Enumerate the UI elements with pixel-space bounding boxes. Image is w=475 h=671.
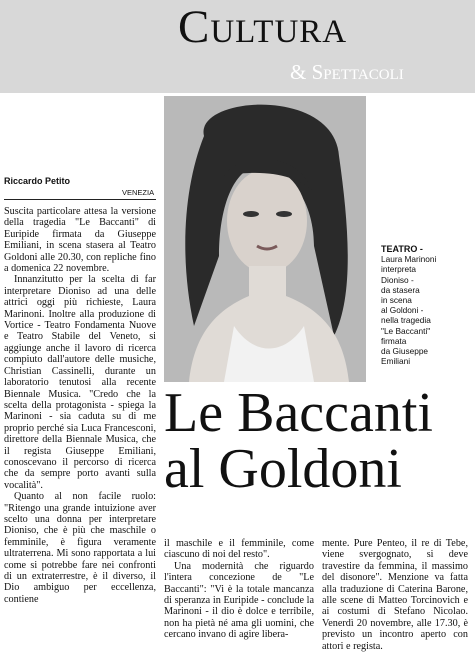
article-column-1 — [4, 206, 156, 605]
caption-line: firmata — [381, 335, 407, 346]
headline — [164, 382, 433, 500]
article-column-3 — [322, 538, 468, 652]
caption-line: da Giuseppe — [381, 346, 429, 357]
headline-line-1: Le Baccanti — [164, 382, 433, 444]
portrait-illustration — [164, 96, 366, 382]
paragraph-lead: Suscita particolare attesa la versione della tragedia "Le Baccanti" di Euripide firmata da Giuseppe Emiliani, in scena stasera al Teatro Goldoni alle 20.30, con repliche fino a domenica 22 novembre. — [4, 206, 156, 275]
byline-place: VENEZIA — [122, 188, 155, 197]
caption-line: al Goldoni - — [381, 305, 424, 316]
paragraph: mente. Pure Penteo, il re di Tebe, viene svergognato, si deve travestire da femmina, il massimo del disonore". Menzione va fatta alla traduzione di Caterina Barone, alle scene di Matteo Torcinovich e ai costumi di Stefano Nicolao. Venerdì 20 novembre, alle 17.30, è previsto un incontro aperto con attori e regista. — [322, 538, 468, 652]
caption-line: Emiliani — [381, 356, 411, 367]
photo-caption — [381, 244, 463, 366]
caption-head: TEATRO - — [381, 244, 423, 254]
caption-line: in scena — [381, 295, 412, 306]
paragraph: Una modernità che riguardo l'intera concezione de "Le Baccanti": "Vi è la totale mancanza di speranza in Euripide - conclude la Marinoni - il dio è dolce e terribile, non ha pietà né ama gli uomini, che cercano invano di agire libera- — [164, 560, 314, 641]
caption-line: nella tragedia — [381, 315, 431, 326]
byline-rule — [4, 199, 156, 200]
paragraph: Innanzitutto per la scelta di far interpretare Dioniso ad una delle attrici oggi più richieste, Laura Marinoni. Inoltre alla produzione di Vortice - Teatro Fondamenta Nuove e Teatro Stabile del Veneto, si aggiunge anche il lavoro di ricerca compiuto dall'autore delle musiche, Christian Cassinelli, durante un laboratorio tenutosi alla recente Biennale Musica. "Credo che la scelta della protagonista - spiega la Marinoni - sia caduta su di me proprio perché sia Luca Francesconi, direttore della Biennale Musica, che il regista Giuseppe Emiliani, conoscevano il percorso di ricerca che da sempre porto avanti sulla vocalità". — [4, 274, 156, 491]
caption-line: "Le Baccanti" — [381, 325, 431, 336]
section-title: Cultura — [178, 1, 348, 53]
paragraph: il maschile e il femminile, come ciascuno di noi del resto". — [164, 538, 314, 561]
headline-line-2: al Goldoni — [164, 438, 402, 500]
caption-line: Laura Marinoni — [381, 254, 437, 265]
caption-line: da stasera — [381, 284, 420, 295]
actress-photo — [164, 96, 366, 382]
byline-author: Riccardo Petito — [4, 176, 71, 186]
caption-line: Dioniso - — [381, 274, 414, 285]
paragraph: Quanto al non facile ruolo: "Ritengo una grande intuizione aver scelto una donna per interpretare Dioniso, che è più che maschile o femminile, è figura veramente ultraterrena. Mi sono rapportata a lui come si potrebbe fare nei confronti di un extraterrestre, è il diverso, il Dio ambiguo per eccellenza, contiene — [4, 491, 156, 605]
article-column-2 — [164, 538, 314, 641]
caption-line: interpreta — [381, 264, 417, 275]
section-subtitle: & Spettacoli — [290, 60, 404, 84]
